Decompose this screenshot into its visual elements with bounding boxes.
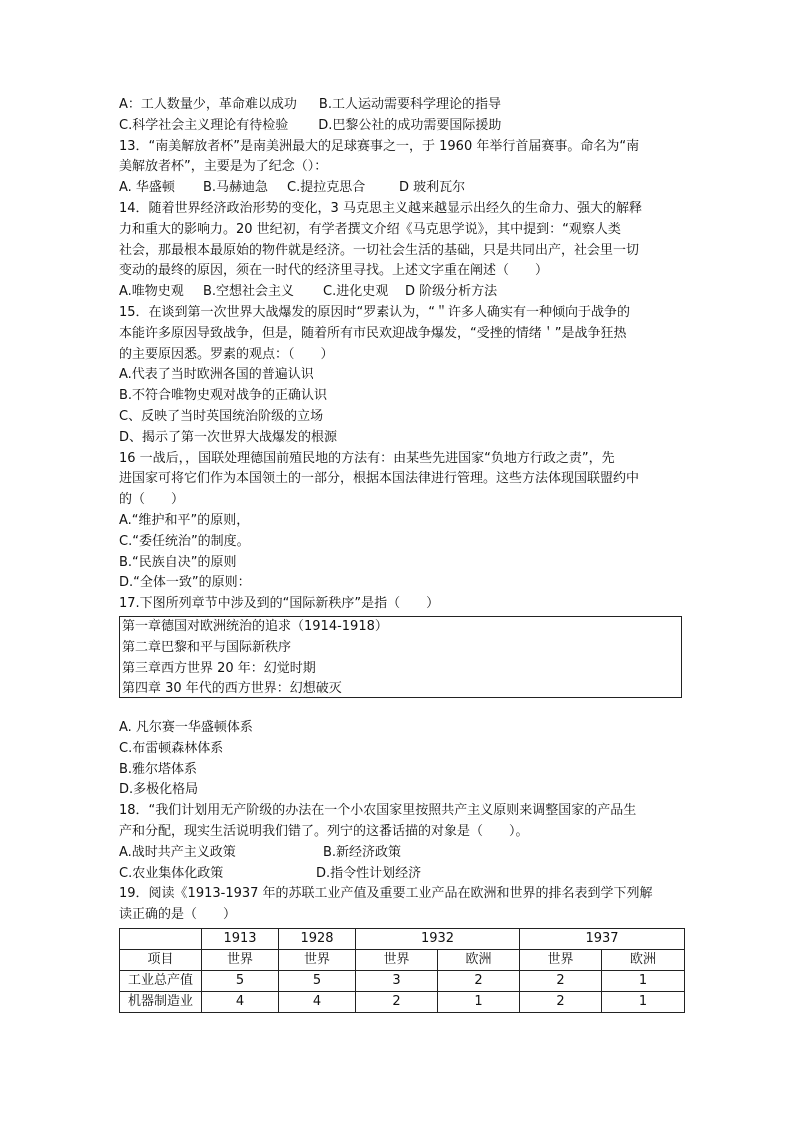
rank-cell: 4: [202, 991, 279, 1012]
ranking-table: [119, 928, 685, 1013]
year-1928: 1928: [279, 928, 356, 949]
row-label: 工业总产值: [120, 970, 202, 991]
q16-stem-3: 的（ ）: [119, 492, 185, 508]
q12-option-c: C.科学社会主义理论有待检验: [119, 117, 289, 133]
q13-option-d: D 玻利瓦尔: [399, 180, 466, 196]
chapter-2: 第二章巴黎和平与国际新秩序: [122, 639, 292, 655]
q17-option-d: D.多极化格局: [119, 782, 199, 798]
q16-option-b: B.“民族自决”的原则: [119, 554, 237, 570]
q18-option-c: C.农业集体化政策: [119, 865, 224, 881]
header-item: 项目: [120, 949, 202, 970]
q17-option-b: B.雅尔塔体系: [119, 761, 198, 777]
q12-option-a: A：工人数量少，革命难以成功: [119, 97, 297, 112]
q17-stem: 17.下图所列章节中涉及到的“国际新秩序”是指（ ）: [119, 596, 440, 612]
scope-cell: 世界: [520, 949, 602, 970]
q16-stem-1: 16 一战后，，国联处理德国前殖民地的方法有：由某些先进国家“负地方行政之责”，先: [119, 450, 615, 466]
q13-option-c: C.提拉克思合: [287, 180, 366, 196]
rank-cell: 4: [279, 991, 356, 1012]
q13-stem-1: 13．“南美解放者杯”是南美洲最大的足球赛事之一，于 1960 年举行首届赛事。命名为“南: [119, 138, 640, 154]
rank-cell: 5: [202, 970, 279, 991]
table-row-scope: [120, 949, 685, 970]
q16-option-a: A.“维护和平”的原则，: [119, 512, 250, 528]
rank-cell: 3: [356, 970, 438, 991]
q13-option-b: B.马赫迪急: [203, 180, 269, 196]
rank-cell: 2: [356, 991, 438, 1012]
scope-cell: 世界: [202, 949, 279, 970]
q15-option-a: A.代表了当时欧洲各国的普遍认识: [119, 367, 314, 383]
q17-option-c: C.布雷顿森林体系: [119, 740, 224, 756]
rank-cell: 1: [602, 970, 685, 991]
q18-options-row-2: [119, 864, 682, 885]
year-1937: 1937: [520, 928, 685, 949]
q15-stem-2: 本能许多原因导致战争，但是，随着所有市民欢迎战争爆发，“受挫的情绪＇”是战争狂热: [119, 325, 627, 341]
chapter-1: 第一章德国对欧洲统治的追求（1914-1918）: [122, 618, 388, 634]
rank-cell: 1: [438, 991, 520, 1012]
chapter-4: 第四章 30 年代的西方世界：幻想破灭: [122, 681, 342, 697]
rank-cell: 2: [520, 991, 602, 1012]
rank-cell: 2: [520, 970, 602, 991]
q14-option-d: D 阶级分析方法: [405, 284, 498, 300]
table-row-years: [120, 928, 685, 949]
table-corner-cell: [120, 928, 202, 949]
q13-options: [119, 178, 682, 199]
q14-stem-2: 力和重大的影响力。20 世纪初，有学者撰文介绍《马克思学说》，其中提到：“观察人类: [119, 221, 621, 237]
chapter-3: 第三章西方世界 20 年：幻觉时期: [122, 660, 316, 676]
q16-stem-2: 进国家可将它们作为本国领土的一部分，根据本国法律进行管理。这些方法体现国联盟约中: [119, 471, 640, 487]
rank-cell: 2: [438, 970, 520, 991]
rank-cell: 1: [602, 991, 685, 1012]
table-row: [120, 991, 685, 1012]
q16-option-d: D.“全体一致”的原则：: [119, 575, 251, 591]
row-label: 机器制造业: [120, 991, 202, 1012]
q14-stem-4: 变动的最终的原因，须在一时代的经济里寻找。上述文字重在阐述（ ）: [119, 263, 549, 279]
exam-page: [119, 95, 682, 1013]
q12-options-row-1: [119, 95, 682, 116]
q15-option-b: B.不符合唯物史观对战争的正确认识: [119, 388, 328, 404]
chapter-list-box: [119, 616, 682, 698]
scope-cell: 世界: [356, 949, 438, 970]
q15-option-d: D、揭示了第一次世界大战爆发的根源: [119, 429, 338, 445]
q13-stem-2: 美解放者杯”，主要是为了纪念（）：: [119, 159, 328, 175]
q14-option-a: A.唯物史观: [119, 284, 184, 300]
scope-cell: 欧洲: [438, 949, 520, 970]
q18-stem-2: 产和分配，现实生活说明我们错了。列宁的这番话描的对象是（ ）。: [119, 823, 529, 839]
q18-option-d: D.指令性计划经济: [316, 865, 422, 881]
rank-cell: 5: [279, 970, 356, 991]
q12-option-b: B.工人运动需要科学理论的指导: [318, 97, 501, 112]
q15-option-c: C、反映了当时英国统治阶级的立场: [119, 408, 324, 424]
q18-option-a: A.战时共产主义政策: [119, 844, 236, 860]
q17-option-a: A. 凡尔赛一华盛顿体系: [119, 719, 253, 735]
scope-cell: 欧洲: [602, 949, 685, 970]
q13-option-a: A. 华盛顿: [119, 180, 175, 196]
scope-cell: 世界: [279, 949, 356, 970]
year-1932: 1932: [356, 928, 520, 949]
q15-stem-1: 15．在谈到第一次世界大战爆发的原因时“罗素认为，“＂许多人确实有一种倾向于战争的: [119, 304, 631, 320]
q19-stem-1: 19．阅读《1913-1937 年的苏联工业产值及重要工业产品在欧洲和世界的排名表到学下列解: [119, 886, 653, 902]
q14-option-c: C.进化史观: [323, 284, 389, 300]
q12-option-d: D.巴黎公社的成功需要国际援助: [318, 117, 502, 133]
table-row: [120, 970, 685, 991]
q18-option-b: B.新经济政策: [323, 844, 402, 860]
q18-stem-1: 18．“我们计划用无产阶级的办法在一个小农国家里按照共产主义原则来调整国家的产品生: [119, 803, 637, 819]
q19-stem-2: 读正确的是（ ）: [119, 907, 237, 923]
q16-option-c: C.“委任统治”的制度。: [119, 533, 250, 549]
q14-stem-3: 社会，那最根本最原始的物件就是经济。一切社会生活的基础，只是共同出产，社会里一切: [119, 242, 640, 258]
q14-options: [119, 282, 682, 303]
year-1913: 1913: [202, 928, 279, 949]
q14-option-b: B.空想社会主义: [203, 284, 295, 300]
q15-stem-3: 的主要原因悉。罗素的观点：（ ）: [119, 346, 334, 362]
q12-options-row-2: [119, 116, 682, 137]
q14-stem-1: 14．随着世界经济政治形势的变化，3 马克思主义越来越显示出经久的生命力、强大的解释: [119, 200, 642, 216]
q18-options-row-1: [119, 843, 682, 864]
